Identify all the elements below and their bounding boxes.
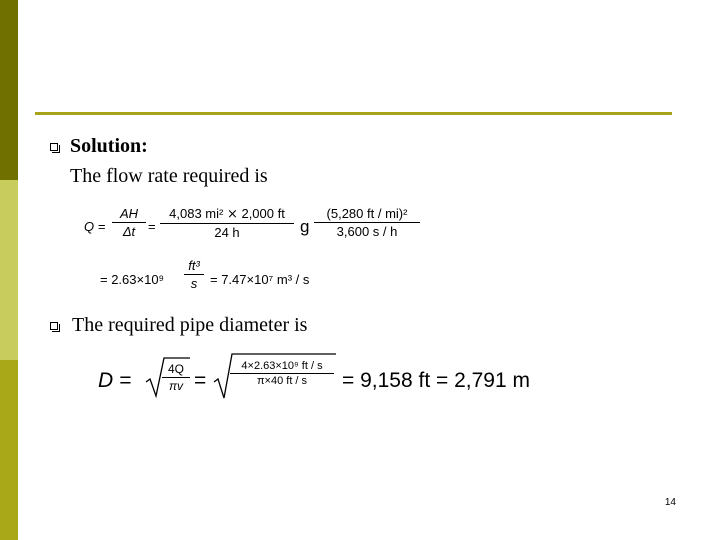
flow-term-1-den: Δt <box>122 224 136 239</box>
side-accent-bar <box>0 0 18 540</box>
flow-line2-num: ft³ <box>188 258 200 273</box>
bullet-square-icon <box>50 143 58 151</box>
flow-equals-1: = <box>148 219 156 234</box>
flow-line2-den: s <box>190 276 198 291</box>
pipe-diameter-intro: The required pipe diameter is <box>72 314 308 336</box>
flow-lhs: Q = <box>84 219 106 234</box>
diameter-root-1-num: 4Q <box>167 362 184 376</box>
flow-rate-intro: The flow rate required is <box>70 165 268 187</box>
flow-term-2 <box>160 206 294 240</box>
flow-term-3-den: 3,600 s / h <box>336 224 398 239</box>
side-bar-segment-top <box>0 0 18 180</box>
flow-term-2-num: 4,083 mi² ⨯ 2,000 ft <box>169 206 285 221</box>
flow-term-3-num: (5,280 ft / mi)² <box>326 206 408 221</box>
flow-line2-frac <box>184 258 204 291</box>
title-rule <box>35 112 672 115</box>
diameter-root-2-den: π×40 ft / s <box>256 375 308 387</box>
side-bar-segment-bottom <box>0 360 18 540</box>
diameter-lhs: D = <box>98 369 132 392</box>
diameter-root-1-den: πv <box>168 379 184 393</box>
flow-term-1 <box>112 206 146 239</box>
diameter-root-1 <box>162 362 190 393</box>
bullet-square-icon <box>50 322 58 330</box>
flow-term-3 <box>314 206 420 239</box>
flow-operator: g <box>300 217 310 236</box>
diameter-result: = 9,158 ft = 2,791 m <box>342 369 530 392</box>
side-bar-segment-middle <box>0 180 18 360</box>
diameter-root-2-num: 4×2.63×10⁹ ft / s <box>241 360 323 372</box>
flow-line2-a: = 2.63×10⁹ <box>100 272 165 287</box>
flow-line2-b: = 7.47×10⁷ m³ / s <box>210 272 310 287</box>
page-number: 14 <box>664 497 676 508</box>
diameter-root-2 <box>230 360 334 387</box>
solution-heading: Solution: <box>70 135 148 157</box>
flow-term-1-num: AH <box>119 206 139 221</box>
diameter-equals-1: = <box>194 369 207 392</box>
flow-term-2-den: 24 h <box>214 225 240 240</box>
